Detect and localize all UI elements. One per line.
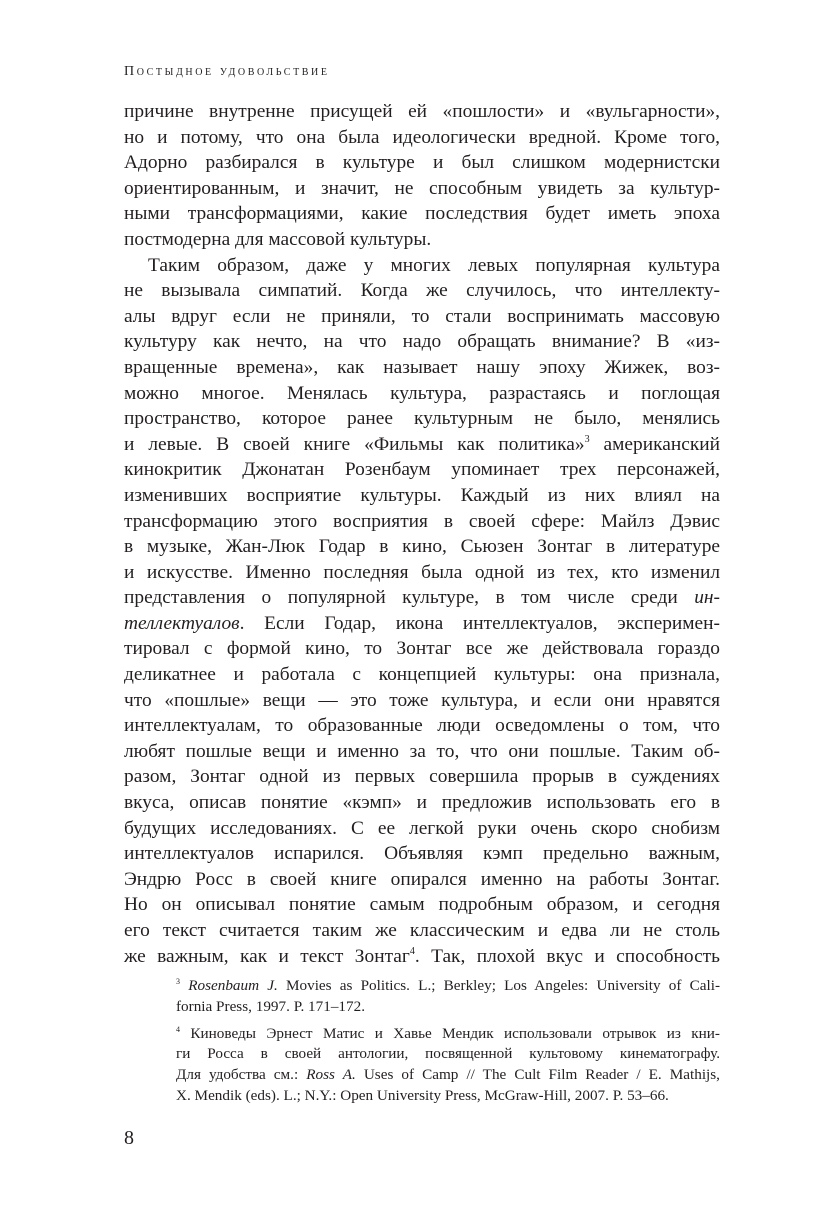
text-line: в музыке, Жан-Люк Годар в кино, Сьюзен Зонтаг в литературе xyxy=(124,536,720,558)
text-line: изменивших восприятие культуры. Каждый из них влиял на xyxy=(124,484,720,506)
text-line: будущих исследованиях. С ее легкой руки очень скоро снобизм xyxy=(124,817,720,839)
text-line: постмодерна для массовой культуры. xyxy=(124,228,432,250)
footnote-line: $^3$ Rosenbaum J. Movies as Politics. L.; Berkley; Los Angeles: University of Cali- xyxy=(176,977,721,994)
running-head: Постыдное удовольствие xyxy=(124,64,330,79)
text-line: Но он описывал понятие самым подробным образом, и сегодня xyxy=(124,894,720,916)
text-line: тировал с формой кино, то Зонтаг все же действовала гораздо xyxy=(124,638,720,660)
text-line: вкуса, описав понятие «кэмп» и предложив использовать его в xyxy=(124,792,720,814)
text-line: теллектуалов. Если Годар, икона интеллектуалов, эксперимен- xyxy=(124,612,720,634)
text-line: его текст считается таким же классическим и едва ли не столь xyxy=(124,920,720,941)
text-line: не вызывала симпатий. Когда же случилось, что интеллекту- xyxy=(124,280,720,302)
footnotes xyxy=(176,976,720,1113)
footnote-line: ги Росса в своей антологии, посвященной культовому кинематографу. xyxy=(176,1045,720,1063)
text-line: и искусстве. Именно последняя была одной из тех, кто изменил xyxy=(124,561,720,583)
page-number: 8 xyxy=(124,1127,134,1149)
text-line: вращенные времена», как называет нашу эпоху Жижек, воз- xyxy=(124,356,720,378)
footnote-line: $^4$ Киноведы Эрнест Матис и Хавье Мендик использовали отрывок из кни- xyxy=(176,1024,720,1042)
text-line: представления о популярной культуре, в том числе среди ин- xyxy=(124,587,720,609)
text-line: разом, Зонтаг одной из первых совершила прорыв в суждениях xyxy=(124,766,720,788)
text-line: деликатнее и работала с концепцией культуры: она признала, xyxy=(124,664,720,686)
footnote-ref: 4 xyxy=(409,945,415,957)
text-line: можно многое. Менялась культура, разрастаясь и поглощая xyxy=(124,382,720,404)
text-line: Эндрю Росс в своей книге опирался именно на работы Зонтаг. xyxy=(124,868,720,890)
text-line: но и потому, что она была идеологически вредной. Кроме того, xyxy=(124,126,720,148)
text-line: ными трансформациями, какие последствия будет иметь эпоха xyxy=(124,203,720,225)
footnote-line: X. Mendik (eds). L.; N.Y.: Open University Press, McGraw-Hill, 2007. P. 53–66. xyxy=(176,1086,669,1104)
text-line: что «пошлые» вещи — это тоже культура, и если они нравятся xyxy=(124,689,720,711)
text-line: ориентированным, и значит, не способным увидеть за культур- xyxy=(124,177,720,199)
footnote xyxy=(176,1024,720,1107)
text-line: и левые. В своей книге «Фильмы как политика»$^3$ американский xyxy=(124,433,720,455)
text-line: пространство, которое ранее культурным не было, менялись xyxy=(124,408,720,430)
text-line: интеллектуалов испарился. Объявляя кэмп предельно важным, xyxy=(124,843,720,865)
footnote-ref: 3 xyxy=(584,433,590,445)
text-line: культуру как нечто, на что надо обращать внимание? В «из- xyxy=(124,331,720,353)
footnote-line: Для удобства см.: Ross A. Uses of Camp // The Cult Film Reader / E. Mathijs, xyxy=(176,1066,720,1084)
body-text xyxy=(124,99,720,969)
text-line: трансформацию этого восприятия в своей сфере: Майлз Дэвис xyxy=(124,510,720,532)
text-line: Таким образом, даже у многих левых популярная культура xyxy=(148,254,720,276)
text-line: алы вдруг если не приняли, то стали воспринимать массовую xyxy=(124,305,720,327)
footnote xyxy=(176,976,720,1018)
footnote-ref: 4 xyxy=(176,1024,180,1034)
text-line: причине внутренне присущей ей «пошлости» и «вульгарности», xyxy=(124,101,720,122)
text-line: интеллектуалам, то образованные люди осведомлены о том, что xyxy=(124,715,720,737)
text-line: Адорно разбирался в культуре и был слишком модернистски xyxy=(124,152,720,174)
text-line: любят пошлые вещи и именно за то, что они пошлые. Таким об- xyxy=(124,740,720,762)
text-line: же важным, как и текст Зонтаг$^4$. Так, плохой вкус и способность xyxy=(124,945,720,967)
footnote-ref: 3 xyxy=(176,977,180,986)
text-line: кинокритик Джонатан Розенбаум упоминает трех персонажей, xyxy=(124,459,720,481)
footnote-line: fornia Press, 1997. P. 171–172. xyxy=(176,997,365,1015)
